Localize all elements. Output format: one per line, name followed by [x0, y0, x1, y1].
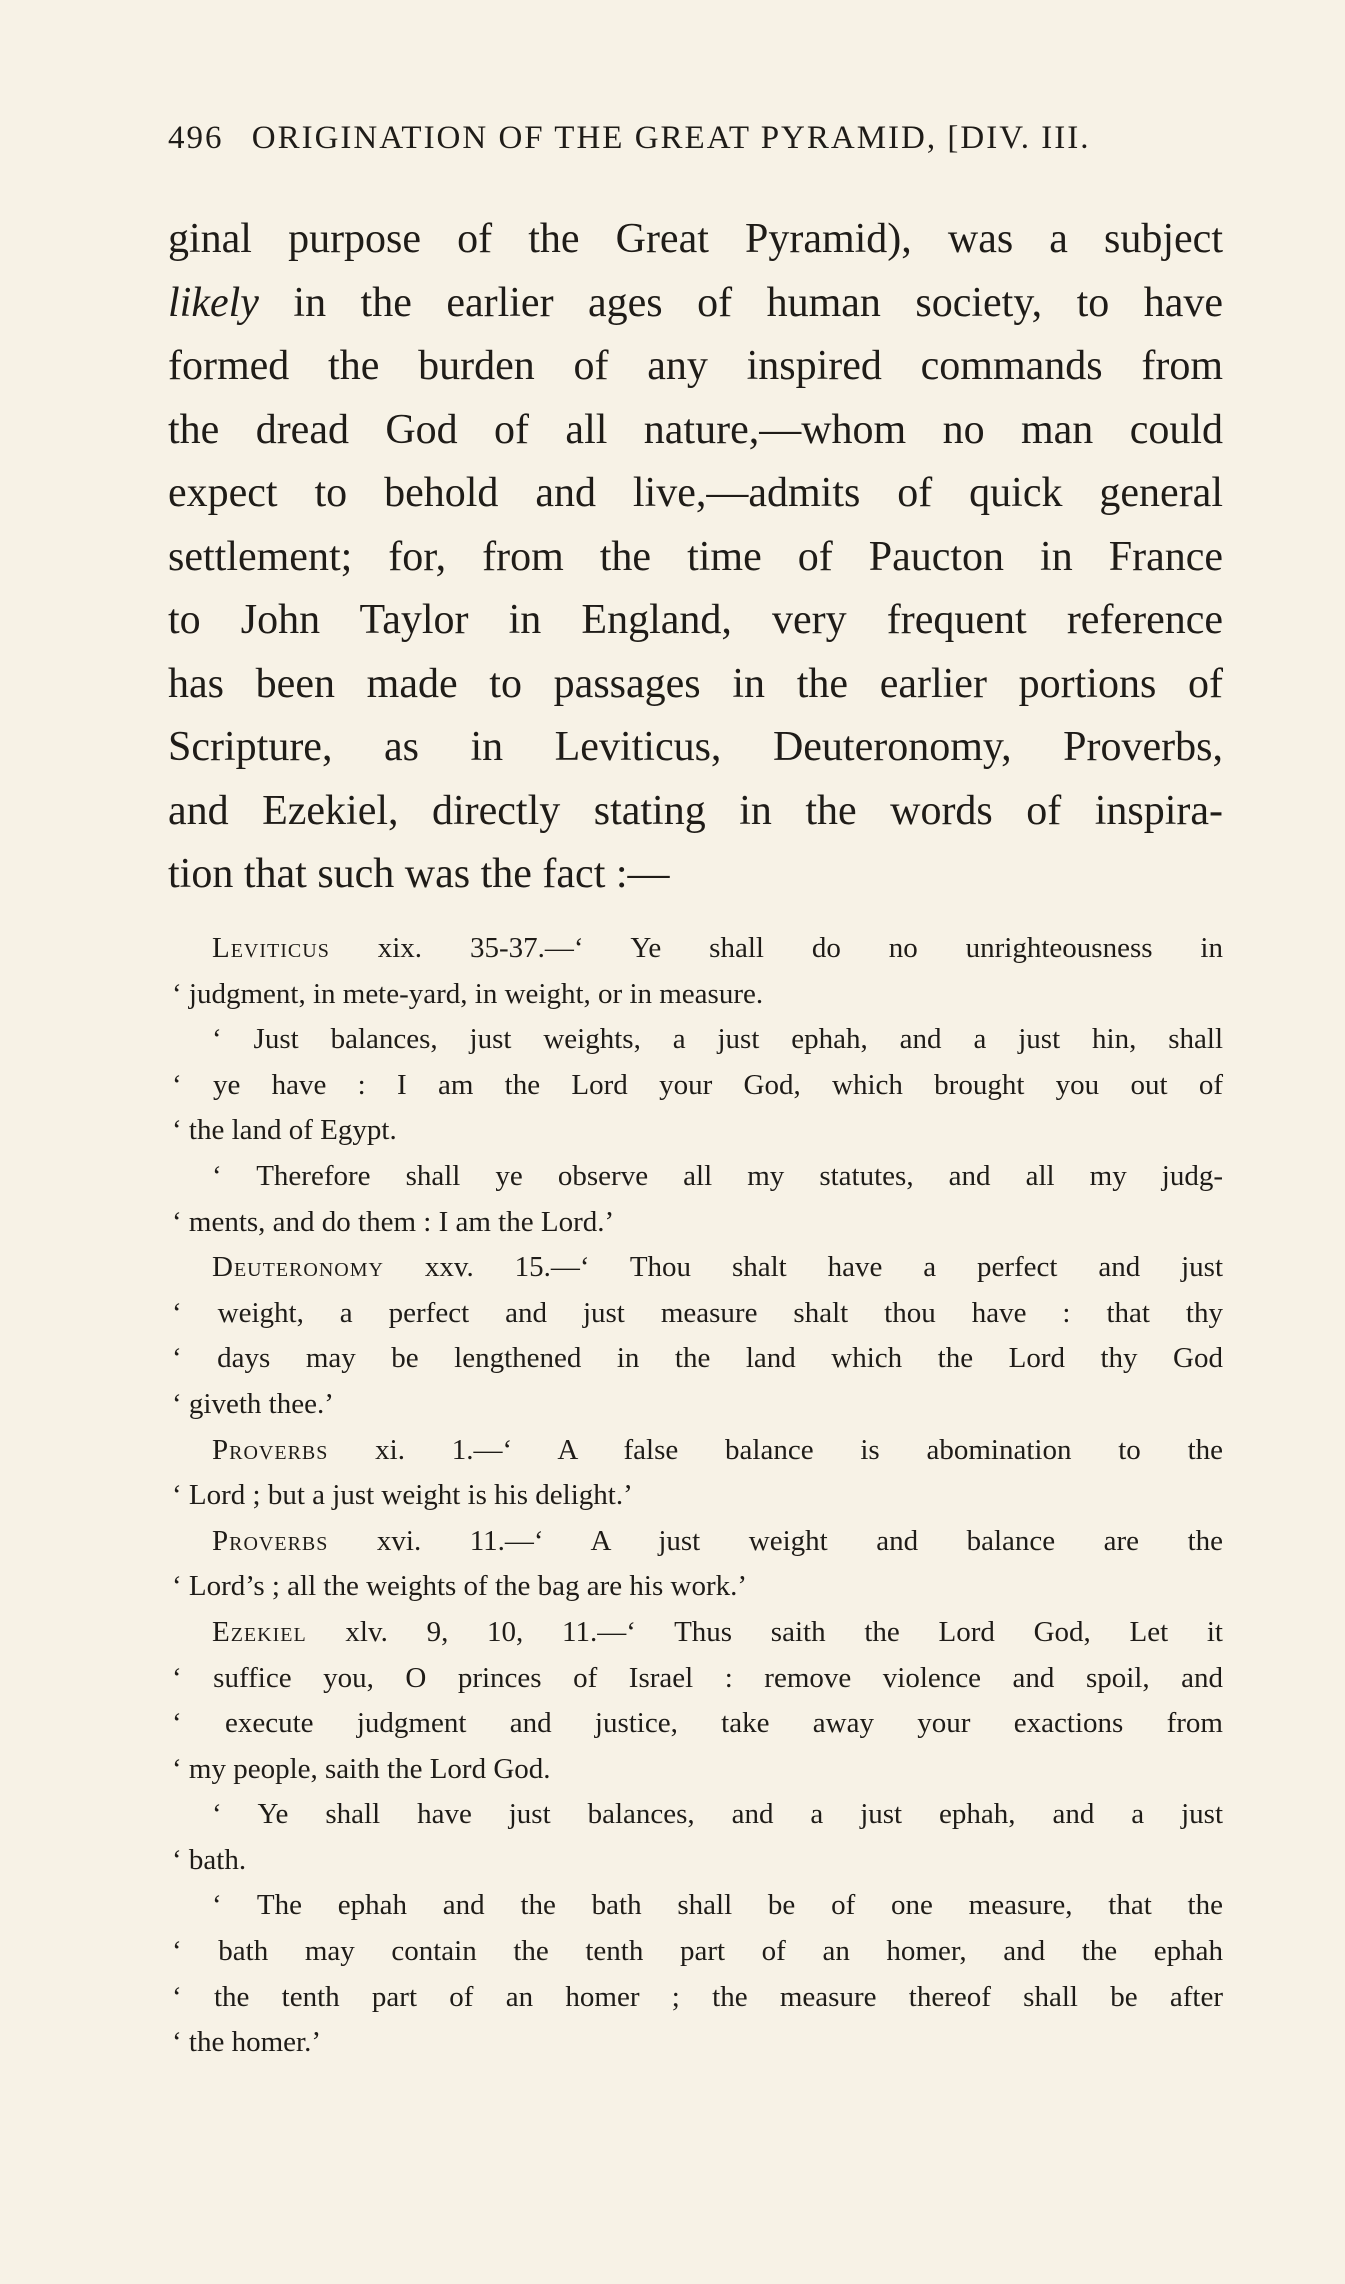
quote-line: ‘ bath may contain the tenth part of an homer, and the ephah — [172, 1935, 1223, 1968]
quote-line: Leviticus xix. 35-37.—‘ Ye shall do no unrighteousness in — [212, 932, 1223, 964]
quote-line: ‘ my people, saith the Lord God. — [172, 1752, 551, 1785]
scripture-quotations — [168, 926, 1223, 2066]
quote-line: ‘ giveth thee.’ — [172, 1387, 334, 1420]
quote-line: Proverbs xvi. 11.—‘ A just weight and balance are the — [212, 1524, 1223, 1557]
body-line: tion that such was the fact :— — [168, 851, 670, 897]
quote-line: ‘ the land of Egypt. — [172, 1114, 397, 1147]
body-line: to John Taylor in England, very frequent reference — [168, 597, 1223, 643]
body-line: has been made to passages in the earlier portions of — [168, 660, 1223, 707]
quote-line: ‘ Lord ; but a just weight is his delight.’ — [172, 1479, 633, 1512]
quote-line: ‘ the tenth part of an homer ; the measure thereof shall be after — [172, 1980, 1223, 2013]
quote-line: ‘ the homer.’ — [172, 2026, 321, 2059]
body-line: formed the burden of any inspired commands from — [168, 343, 1223, 389]
body-paragraph — [168, 208, 1223, 907]
quote-line: ‘ Ye shall have just balances, and a just ephah, and a just — [212, 1798, 1223, 1831]
page-number: 496 — [168, 120, 224, 156]
quote-line: ‘ ye have : I am the Lord your God, which brought you out of — [172, 1068, 1223, 1101]
book-name: Leviticus — [212, 932, 330, 964]
book-name: Deuteronomy — [212, 1251, 384, 1284]
italic-word: likely — [168, 279, 259, 326]
book-name: Proverbs — [212, 1433, 329, 1466]
quote-line: ‘ Just balances, just weights, a just ephah, and a just hin, shall — [212, 1023, 1223, 1056]
quote-line: ‘ bath. — [172, 1843, 247, 1876]
division-label: [DIV. III. — [947, 120, 1091, 156]
body-line: Scripture, as in Leviticus, Deuteronomy, Proverbs, — [168, 724, 1223, 770]
quote-line: ‘ weight, a perfect and just measure shalt thou have : that thy — [172, 1296, 1223, 1329]
body-line: and Ezekiel, directly stating in the words of inspira- — [168, 787, 1223, 834]
quote-line: ‘ Therefore shall ye observe all my statutes, and all my judg- — [212, 1159, 1223, 1192]
quote-line: ‘ Lord’s ; all the weights of the bag are his work.’ — [172, 1570, 748, 1603]
book-name: Ezekiel — [212, 1615, 307, 1648]
body-line: likely in the earlier ages of human society, to have — [168, 279, 1223, 326]
body-line: expect to behold and live,—admits of quick general — [168, 470, 1223, 516]
body-line: settlement; for, from the time of Paucton in France — [168, 533, 1223, 580]
quote-line: Ezekiel xlv. 9, 10, 11.—‘ Thus saith the Lord God, Let it — [212, 1615, 1223, 1648]
running-header — [168, 120, 1218, 157]
quote-line: ‘ ments, and do them : I am the Lord.’ — [172, 1205, 615, 1238]
quote-line: ‘ suffice you, O princes of Israel : remove violence and spoil, and — [172, 1661, 1223, 1694]
quote-line: ‘ execute judgment and justice, take away your exactions from — [172, 1707, 1223, 1740]
quote-line: ‘ The ephah and the bath shall be of one measure, that the — [212, 1889, 1223, 1922]
book-name: Proverbs — [212, 1524, 329, 1557]
running-title: ORIGINATION OF THE GREAT PYRAMID, — [251, 120, 938, 156]
body-line: ginal purpose of the Great Pyramid), was a subject — [168, 216, 1223, 262]
quote-line: Proverbs xi. 1.—‘ A false balance is abomination to the — [212, 1433, 1224, 1466]
body-line: the dread God of all nature,—whom no man could — [168, 406, 1223, 453]
quote-line: ‘ days may be lengthened in the land which the Lord thy God — [172, 1342, 1223, 1375]
quote-line: Deuteronomy xxv. 15.—‘ Thou shalt have a perfect and just — [212, 1251, 1224, 1284]
quote-line: ‘ judgment, in mete-yard, in weight, or in measure. — [172, 977, 764, 1010]
